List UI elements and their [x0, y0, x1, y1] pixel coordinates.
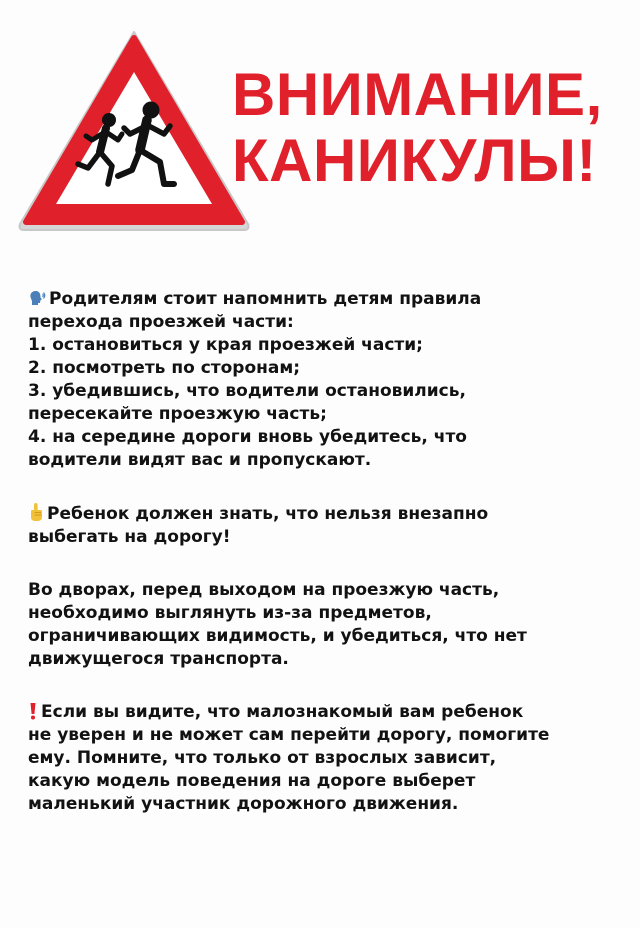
paragraph-4-line-1: Если вы видите, что малознакомый вам ребенок — [41, 702, 524, 722]
paragraph-1-line-2: перехода проезжей части: — [28, 312, 294, 332]
exclamation-mark-icon — [28, 702, 38, 720]
paragraph-3-line-1: Во дворах, перед выходом на проезжую часть, — [28, 580, 500, 600]
paragraph-1-line-1: Родителям стоит напомнить детям правила — [49, 289, 482, 309]
paragraph-1-line-3: 1. остановиться у края проезжей части; — [28, 335, 423, 355]
paragraph-1-line-4: 2. посмотреть по сторонам; — [28, 358, 301, 378]
paragraph-crossing-rules — [28, 288, 624, 472]
headline-line-2: КАНИКУЛЫ! — [232, 127, 597, 194]
paragraph-4-line-5: маленький участник дорожного движения. — [28, 794, 459, 814]
paragraph-3-line-2: необходимо выглянуть из-за предметов, — [28, 603, 432, 623]
paragraph-3-line-4: движущегося транспорта. — [28, 649, 289, 669]
pointing-up-hand-icon — [28, 502, 44, 522]
paragraph-help — [28, 701, 624, 816]
paragraph-4-line-2: не уверен и не может сам перейти дорогу, помогите — [28, 725, 550, 745]
headline-line-1: ВНИМАНИЕ, — [232, 61, 603, 128]
paragraph-warning — [28, 502, 624, 549]
paragraph-1-line-6: пересекайте проезжую часть; — [28, 404, 327, 424]
paragraph-3-line-3: ограничивающих видимость, и убедиться, что нет — [28, 626, 527, 646]
speaking-head-icon — [28, 289, 46, 307]
paragraph-yards — [28, 579, 624, 671]
paragraph-2-line-2: выбегать на дорогу! — [28, 527, 231, 547]
body-text — [28, 288, 624, 846]
paragraph-1-line-5: 3. убедившись, что водители остановились, — [28, 381, 466, 401]
paragraph-2-line-1: Ребенок должен знать, что нельзя внезапно — [47, 504, 489, 524]
paragraph-1-line-8: водители видят вас и пропускают. — [28, 450, 372, 470]
paragraph-4-line-4: какую модель поведения на дороге выберет — [28, 771, 476, 791]
headline — [232, 62, 632, 194]
children-crossing-sign-icon — [14, 24, 254, 236]
paragraph-4-line-3: ему. Помните, что только от взрослых зависит, — [28, 748, 497, 768]
paragraph-1-line-7: 4. на середине дороги вновь убедитесь, что — [28, 427, 467, 447]
